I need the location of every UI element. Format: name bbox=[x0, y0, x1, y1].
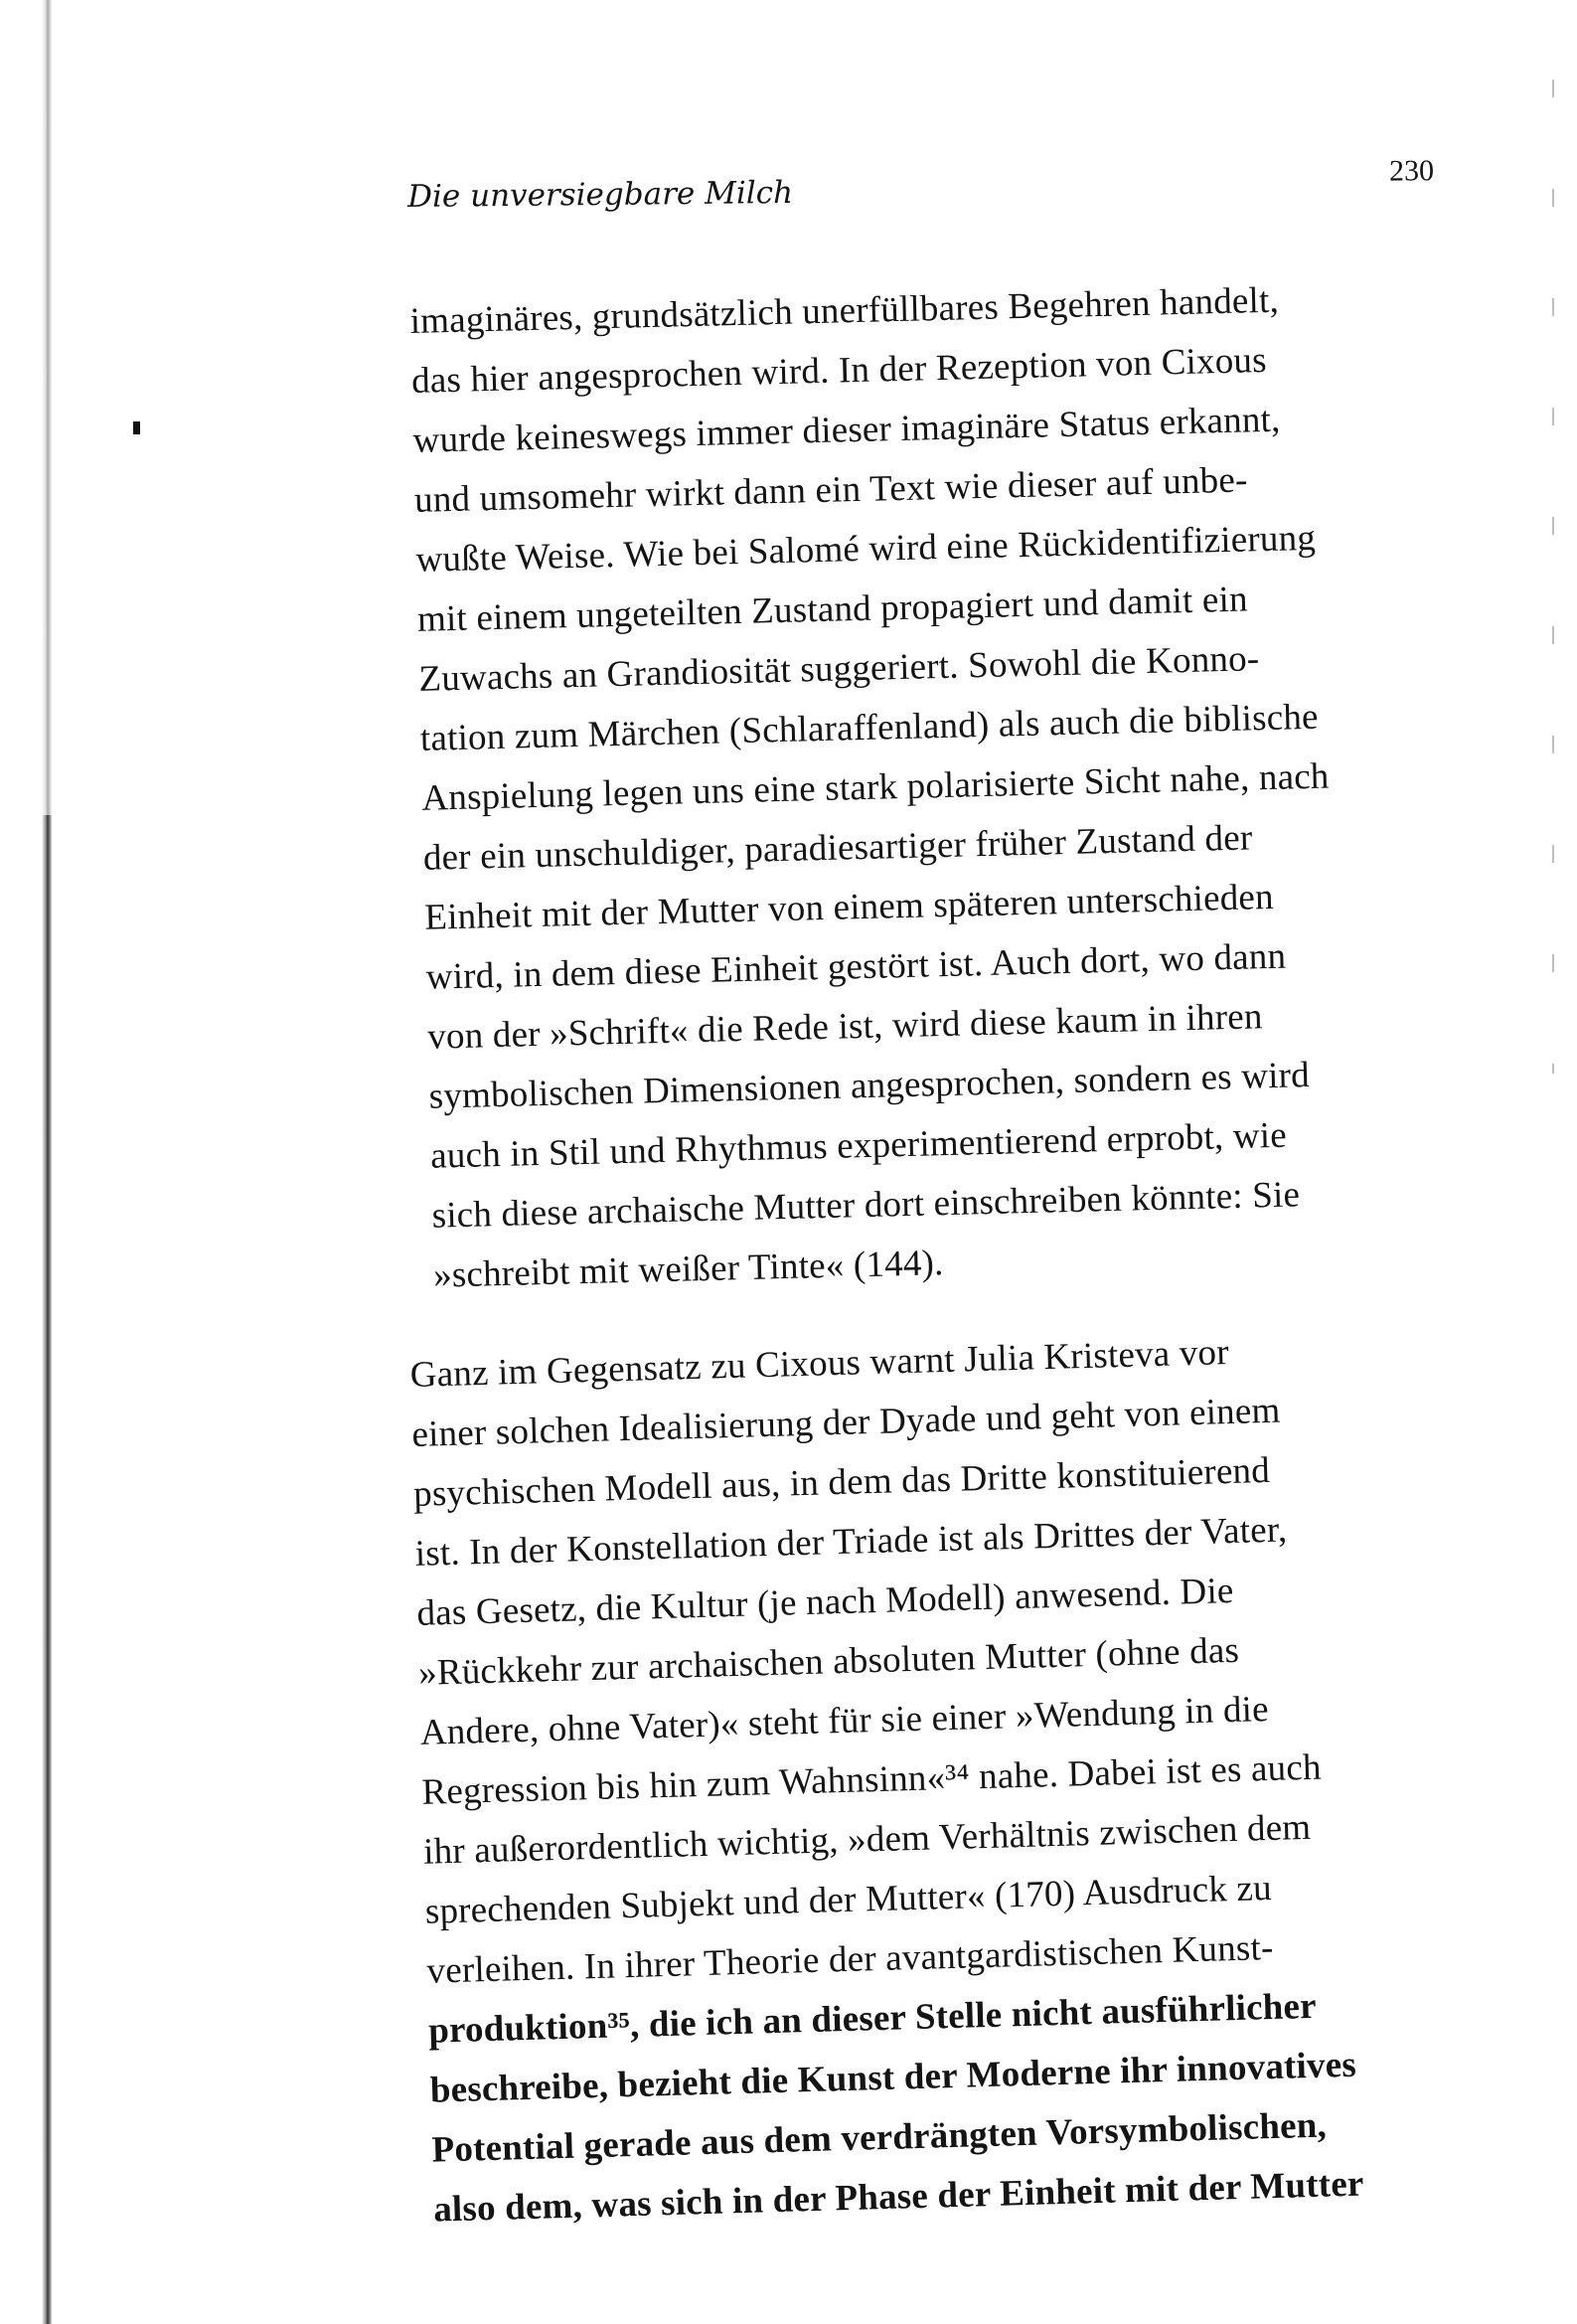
text-line: von der »Schrift« die Rede ist, wird diese kaum in ihren bbox=[426, 996, 1263, 1058]
text-line: Anspielung legen uns eine stark polarisierte Sicht nahe, nach bbox=[420, 755, 1330, 819]
running-title: Die unversiegbare Milch bbox=[407, 174, 794, 215]
text-line: psychischen Modell aus, in dem das Dritte konstituierend bbox=[412, 1449, 1271, 1515]
text-line: und umsomehr wirkt dann ein Text wie dieser auf unbe- bbox=[413, 459, 1248, 521]
text-line: tation zum Märchen (Schlaraffenland) als auch die biblische bbox=[419, 696, 1320, 759]
text-line: sprechenden Subjekt und der Mutter« (170) Ausdruck zu bbox=[424, 1867, 1273, 1932]
text-line: einer solchen Idealisierung der Dyade und geht von einem bbox=[410, 1390, 1281, 1455]
text-line: Zuwachs an Grandiosität suggeriert. Sowohl die Konno- bbox=[418, 638, 1260, 700]
text-line: symbolischen Dimensionen angesprochen, sondern es wird bbox=[428, 1055, 1311, 1117]
binding-shadow-dark bbox=[42, 815, 52, 2324]
running-head bbox=[407, 154, 1500, 219]
text-line: der ein unschuldiger, paradiesartiger früher Zustand der bbox=[422, 817, 1253, 879]
text-line: sich diese archaische Mutter dort einschreiben könnte: Sie bbox=[431, 1174, 1301, 1237]
text-line: das Gesetz, die Kultur (je nach Modell) anwesend. Die bbox=[415, 1570, 1235, 1634]
text-line: wußte Weise. Wie bei Salomé wird eine Rückidentifizierung bbox=[415, 517, 1317, 581]
paragraph-1 bbox=[409, 265, 1527, 1306]
margin-mark bbox=[133, 421, 140, 434]
text-line: wurde keineswegs immer dieser imaginäre Status erkannt, bbox=[412, 399, 1281, 461]
text-line: imaginäres, grundsätzlich unerfüllbares Begehren handelt, bbox=[409, 279, 1280, 342]
text-line: »Rückkehr zur archaischen absoluten Mutter (ohne das bbox=[417, 1629, 1240, 1694]
text-line: verleihen. In ihrer Theorie der avantgardistischen Kunst- bbox=[426, 1926, 1274, 1992]
text-line: das hier angesprochen wird. In der Rezeption von Cixous bbox=[410, 339, 1268, 402]
text-line: produktion³⁵, die ich an dieser Stelle nicht ausführlicher bbox=[427, 1985, 1318, 2052]
text-line: Potential gerade aus dem verdrängten Vorsymbolischen, bbox=[431, 2104, 1328, 2171]
text-line: wird, in dem diese Einheit gestört ist. Auch dort, wo dann bbox=[425, 935, 1287, 998]
text-line: Regression bis hin zum Wahnsinn«³⁴ nahe. Dabei ist es auch bbox=[420, 1746, 1323, 1813]
text-line: Einheit mit der Mutter von einem späteren unterschieden bbox=[423, 876, 1275, 938]
text-line: auch in Stil und Rhythmus experimentierend erprobt, wie bbox=[429, 1114, 1288, 1177]
text-line: mit einem ungeteilten Zustand propagiert und damit ein bbox=[416, 579, 1249, 640]
text-line: Andere, ohne Vater)« steht für sie einer »Wendung in die bbox=[419, 1689, 1270, 1753]
text-line: also dem, was sich in der Phase der Einheit mit der Mutter bbox=[432, 2163, 1365, 2231]
text-line: »schreibt mit weißer Tinte« (144). bbox=[432, 1243, 944, 1296]
text-line: ist. In der Konstellation der Triade ist als Drittes der Vater, bbox=[414, 1509, 1288, 1575]
paragraph-2 bbox=[409, 1315, 1527, 2240]
scan-edge-marks bbox=[1552, 80, 1554, 1074]
page-number: 230 bbox=[1388, 154, 1435, 188]
text-line: Ganz im Gegensatz zu Cixous warnt Julia Kristeva vor bbox=[409, 1331, 1230, 1396]
text-line: beschreibe, bezieht die Kunst der Moderne ihr innovatives bbox=[429, 2044, 1357, 2111]
text-line: ihr außerordentlich wichtig, »dem Verhältnis zwischen dem bbox=[422, 1806, 1312, 1873]
